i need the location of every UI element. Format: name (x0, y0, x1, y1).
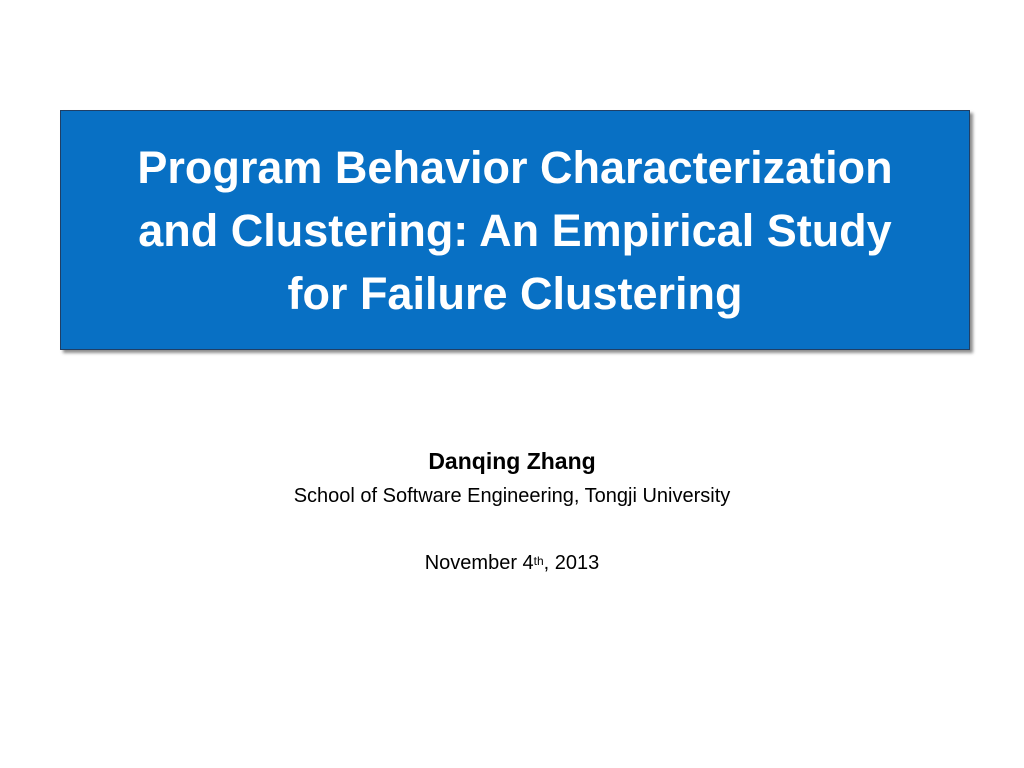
date-month-day: November 4 (424, 552, 534, 574)
date-ordinal-suffix: th (533, 554, 544, 568)
author-name: Danqing Zhang (428, 448, 596, 474)
title-box (60, 110, 970, 350)
author-block (0, 443, 1024, 513)
date-year: , 2013 (543, 552, 600, 574)
presentation-date (0, 548, 1024, 578)
title-line-1: Program Behavior Characterization (137, 141, 893, 193)
slide-title (117, 136, 912, 325)
author-affiliation: School of Software Engineering, Tongji University (293, 485, 731, 507)
title-line-2: and Clustering: An Empirical Study (138, 204, 892, 256)
title-line-3: for Failure Clustering (287, 267, 743, 319)
